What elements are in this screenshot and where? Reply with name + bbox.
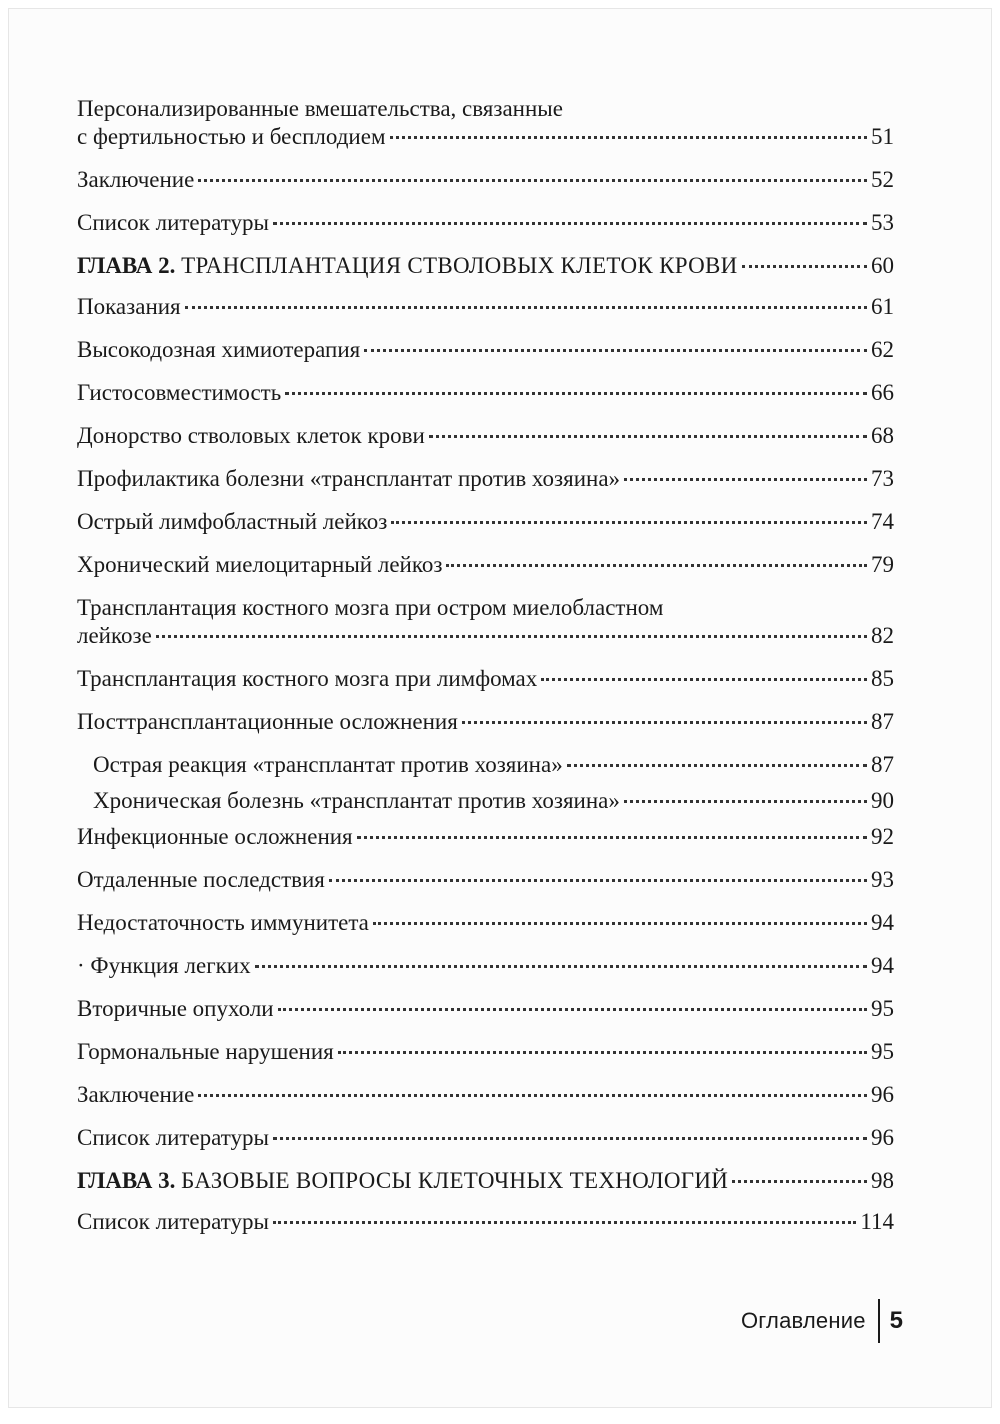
dot-leader xyxy=(156,635,867,638)
table-of-contents xyxy=(77,95,894,1251)
toc-entry-title: Вторичные опухоли xyxy=(77,996,274,1021)
toc-page-number: 68 xyxy=(871,423,894,448)
dot-leader xyxy=(357,836,867,839)
toc-entry-title: Хронический миелоцитарный лейкоз xyxy=(77,552,443,577)
toc-page-number: 66 xyxy=(871,380,894,405)
toc-entry xyxy=(77,379,894,407)
toc-page-number: 87 xyxy=(871,709,894,734)
toc-entry-personalized xyxy=(77,95,894,151)
toc-entry-title: Трансплантация костного мозга при лимфомах xyxy=(77,666,538,691)
toc-entry-title: Заключение xyxy=(77,1082,195,1107)
toc-entry xyxy=(77,1208,894,1236)
dot-leader xyxy=(429,435,867,438)
toc-page-number: 74 xyxy=(871,509,894,534)
toc-entry xyxy=(77,866,894,894)
toc-entry xyxy=(77,708,894,736)
toc-page-number: 96 xyxy=(871,1125,894,1150)
toc-page-number: 79 xyxy=(871,552,894,577)
toc-entry-title: Острая реакция «трансплантат против хозяина» xyxy=(93,752,563,777)
toc-page-number: 87 xyxy=(871,752,894,777)
running-footer xyxy=(741,1299,903,1343)
toc-entry-title-line2: лейкозе xyxy=(77,623,152,648)
toc-entry-title: Хроническая болезнь «трансплантат против хозяина» xyxy=(93,788,620,813)
toc-page-number: 96 xyxy=(871,1082,894,1107)
toc-entry xyxy=(77,551,894,579)
dot-leader xyxy=(273,1221,856,1224)
toc-page-number: 60 xyxy=(871,253,894,278)
book-page xyxy=(8,8,992,1408)
toc-entry-title: Донорство стволовых клеток крови xyxy=(77,423,425,448)
dot-leader xyxy=(329,879,867,882)
dot-leader xyxy=(285,392,867,395)
toc-chapter-3 xyxy=(77,1167,894,1195)
dot-leader xyxy=(273,1137,867,1140)
chapter-title: БАЗОВЫЕ ВОПРОСЫ КЛЕТОЧНЫХ ТЕХНОЛОГИЙ xyxy=(181,1168,729,1193)
dot-leader xyxy=(364,349,867,352)
toc-entry-title: Посттрансплантационные осложнения xyxy=(77,709,458,734)
toc-entry-title: Список литературы xyxy=(77,1125,269,1150)
toc-page-number: 95 xyxy=(871,996,894,1021)
toc-entry-title: Отдаленные последствия xyxy=(77,867,325,892)
toc-entry xyxy=(77,293,894,321)
toc-page-number: 93 xyxy=(871,867,894,892)
toc-sub-entry xyxy=(77,787,894,815)
toc-entry-title-line1: Трансплантация костного мозга при остром миелобластном xyxy=(77,595,664,620)
dot-leader xyxy=(462,721,867,724)
toc-entry xyxy=(77,209,894,237)
toc-page-number: 94 xyxy=(871,953,894,978)
toc-page-number: 92 xyxy=(871,824,894,849)
toc-entry xyxy=(77,823,894,851)
dot-leader xyxy=(742,265,867,268)
toc-entry-title: Высокодозная химиотерапия xyxy=(77,337,361,362)
dot-leader xyxy=(390,136,867,139)
toc-page-number: 98 xyxy=(871,1168,894,1193)
toc-page-number: 90 xyxy=(871,788,894,813)
dot-leader xyxy=(273,222,867,225)
dot-leader xyxy=(255,965,867,968)
toc-entry-title: Показания xyxy=(77,294,181,319)
toc-entry xyxy=(77,952,894,980)
toc-entry-title: Острый лимфобластный лейкоз xyxy=(77,509,388,534)
toc-page-number: 51 xyxy=(871,124,894,149)
toc-entry-title-line1: Персонализированные вмешательства, связанные xyxy=(77,96,563,121)
toc-page-number: 52 xyxy=(871,167,894,192)
toc-page-number: 94 xyxy=(871,910,894,935)
footer-section-label: Оглавление xyxy=(740,1308,866,1333)
footer-page-number: 5 xyxy=(889,1307,903,1334)
toc-entry xyxy=(77,995,894,1023)
dot-leader xyxy=(198,179,867,182)
toc-entry-title-line2: с фертильностью и бесплодием xyxy=(77,124,386,149)
toc-entry xyxy=(77,1081,894,1109)
dot-leader xyxy=(567,764,867,767)
dot-leader xyxy=(278,1008,867,1011)
toc-entry-title: Недостаточность иммунитета xyxy=(77,910,369,935)
chapter-label: ГЛАВА 3. xyxy=(77,1168,176,1193)
chapter-title: ТРАНСПЛАНТАЦИЯ СТВОЛОВЫХ КЛЕТОК КРОВИ xyxy=(181,253,738,278)
dot-leader xyxy=(541,678,867,681)
toc-chapter-2 xyxy=(77,252,894,280)
toc-entry-title: Список литературы xyxy=(77,1209,269,1234)
toc-entry-aml xyxy=(77,594,894,650)
toc-page-number: 95 xyxy=(871,1039,894,1064)
toc-entry-title: Гистосовместимость xyxy=(77,380,282,405)
toc-entry-title: Инфекционные осложнения xyxy=(77,824,353,849)
toc-entry xyxy=(77,1038,894,1066)
dot-leader xyxy=(198,1094,867,1097)
toc-entry-title: Заключение xyxy=(77,167,195,192)
toc-page-number: 114 xyxy=(860,1209,894,1234)
toc-entry xyxy=(77,166,894,194)
dot-leader xyxy=(624,800,867,803)
dot-leader xyxy=(391,521,867,524)
toc-page-number: 61 xyxy=(871,294,894,319)
toc-entry xyxy=(77,336,894,364)
toc-entry-title: Профилактика болезни «трансплантат против хозяина» xyxy=(77,466,621,491)
dot-leader xyxy=(732,1180,867,1183)
chapter-label: ГЛАВА 2. xyxy=(77,253,176,278)
toc-page-number: 85 xyxy=(871,666,894,691)
dot-leader xyxy=(373,922,867,925)
toc-entry-title: · Функция легких xyxy=(77,953,251,978)
toc-entry xyxy=(77,465,894,493)
footer-divider xyxy=(878,1299,880,1343)
toc-page-number: 73 xyxy=(871,466,894,491)
toc-entry-title: Гормональные нарушения xyxy=(77,1039,334,1064)
dot-leader xyxy=(338,1051,867,1054)
toc-entry xyxy=(77,508,894,536)
toc-entry xyxy=(77,665,894,693)
toc-sub-entry xyxy=(77,751,894,779)
toc-entry xyxy=(77,909,894,937)
toc-page-number: 62 xyxy=(871,337,894,362)
dot-leader xyxy=(624,478,867,481)
toc-entry-title: Список литературы xyxy=(77,210,269,235)
toc-page-number: 53 xyxy=(871,210,894,235)
toc-page-number: 82 xyxy=(871,623,894,648)
toc-entry xyxy=(77,1124,894,1152)
dot-leader xyxy=(185,306,867,309)
toc-entry xyxy=(77,422,894,450)
dot-leader xyxy=(446,564,867,567)
